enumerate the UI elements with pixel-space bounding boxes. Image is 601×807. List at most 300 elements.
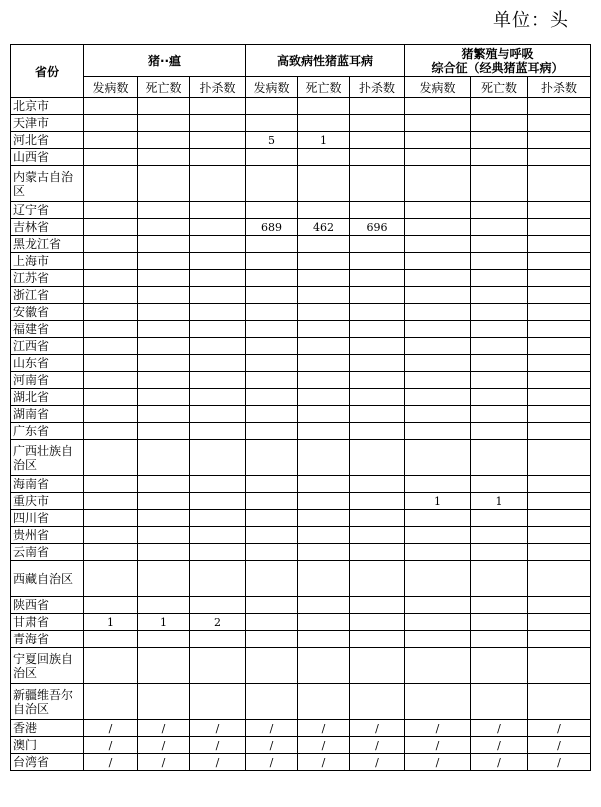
value-cell: [528, 561, 591, 597]
table-row: [11, 720, 591, 737]
value-cell: /: [298, 737, 350, 754]
value-cell: [405, 321, 471, 338]
value-cell: [84, 406, 138, 423]
province-cell: 湖南省: [11, 406, 84, 423]
value-cell: [405, 149, 471, 166]
province-cell: 黑龙江省: [11, 236, 84, 253]
value-cell: [471, 597, 528, 614]
value-cell: /: [138, 720, 190, 737]
value-cell: [246, 597, 298, 614]
value-cell: [471, 321, 528, 338]
value-cell: [471, 287, 528, 304]
value-cell: [190, 544, 246, 561]
value-cell: [405, 544, 471, 561]
value-cell: [298, 561, 350, 597]
value-cell: [84, 166, 138, 202]
value-cell: [246, 561, 298, 597]
table-row: [11, 648, 591, 684]
value-cell: [350, 372, 405, 389]
value-cell: [405, 614, 471, 631]
value-cell: [298, 372, 350, 389]
value-cell: 1: [138, 614, 190, 631]
value-cell: [190, 287, 246, 304]
value-cell: [246, 614, 298, 631]
table-row: [11, 754, 591, 771]
value-cell: [298, 597, 350, 614]
value-cell: [84, 338, 138, 355]
table-row: [11, 98, 591, 115]
value-cell: [84, 389, 138, 406]
value-cell: [246, 648, 298, 684]
value-cell: [298, 202, 350, 219]
value-cell: /: [138, 754, 190, 771]
province-cell: 青海省: [11, 631, 84, 648]
value-cell: [298, 544, 350, 561]
table-row: [11, 202, 591, 219]
value-cell: [528, 270, 591, 287]
table-row: [11, 115, 591, 132]
value-cell: [298, 510, 350, 527]
value-cell: [405, 304, 471, 321]
value-cell: [528, 631, 591, 648]
value-cell: /: [246, 737, 298, 754]
value-cell: 1: [405, 493, 471, 510]
value-cell: 5: [246, 132, 298, 149]
value-cell: /: [246, 720, 298, 737]
value-cell: [84, 132, 138, 149]
value-cell: [298, 631, 350, 648]
value-cell: [350, 597, 405, 614]
subcolumn-header: 扑杀数: [528, 77, 591, 98]
value-cell: [298, 166, 350, 202]
province-cell: 云南省: [11, 544, 84, 561]
value-cell: [528, 149, 591, 166]
value-cell: [405, 372, 471, 389]
value-cell: [246, 338, 298, 355]
table-body: [11, 98, 591, 771]
value-cell: [138, 684, 190, 720]
value-cell: [350, 132, 405, 149]
province-cell: 西藏自治区: [11, 561, 84, 597]
value-cell: [350, 527, 405, 544]
value-cell: [405, 115, 471, 132]
value-cell: [528, 355, 591, 372]
value-cell: [84, 648, 138, 684]
value-cell: [246, 527, 298, 544]
value-cell: [350, 440, 405, 476]
value-cell: [138, 476, 190, 493]
value-cell: [138, 493, 190, 510]
value-cell: [84, 219, 138, 236]
table-row: [11, 149, 591, 166]
value-cell: [138, 561, 190, 597]
value-cell: [246, 631, 298, 648]
value-cell: [190, 476, 246, 493]
subcolumn-header: 死亡数: [471, 77, 528, 98]
value-cell: [138, 149, 190, 166]
province-column-header: 省份: [11, 45, 84, 98]
value-cell: [298, 236, 350, 253]
value-cell: [298, 149, 350, 166]
value-cell: [138, 648, 190, 684]
value-cell: [471, 614, 528, 631]
province-cell: 山西省: [11, 149, 84, 166]
value-cell: [405, 202, 471, 219]
value-cell: /: [84, 754, 138, 771]
value-cell: [405, 631, 471, 648]
value-cell: [246, 493, 298, 510]
value-cell: [350, 253, 405, 270]
value-cell: [471, 406, 528, 423]
value-cell: 696: [350, 219, 405, 236]
value-cell: [350, 166, 405, 202]
value-cell: [471, 440, 528, 476]
value-cell: [405, 597, 471, 614]
value-cell: [138, 338, 190, 355]
value-cell: [471, 372, 528, 389]
table-row: [11, 614, 591, 631]
value-cell: 689: [246, 219, 298, 236]
value-cell: [405, 253, 471, 270]
value-cell: [350, 544, 405, 561]
value-cell: [350, 149, 405, 166]
value-cell: [138, 236, 190, 253]
table-row: [11, 372, 591, 389]
province-cell: 江西省: [11, 338, 84, 355]
value-cell: [528, 202, 591, 219]
province-cell: 安徽省: [11, 304, 84, 321]
value-cell: [246, 287, 298, 304]
value-cell: [190, 493, 246, 510]
value-cell: [138, 202, 190, 219]
value-cell: [190, 219, 246, 236]
value-cell: [405, 355, 471, 372]
table-row: [11, 597, 591, 614]
value-cell: [471, 476, 528, 493]
province-cell: 内蒙古自治区: [11, 166, 84, 202]
value-cell: [298, 476, 350, 493]
table-row: [11, 684, 591, 720]
value-cell: [190, 406, 246, 423]
table-row: [11, 253, 591, 270]
value-cell: /: [528, 737, 591, 754]
value-cell: [190, 202, 246, 219]
table-row: [11, 355, 591, 372]
table-row: [11, 287, 591, 304]
value-cell: [190, 440, 246, 476]
value-cell: [84, 149, 138, 166]
value-cell: [528, 597, 591, 614]
value-cell: [471, 338, 528, 355]
value-cell: [528, 304, 591, 321]
subcolumn-header: 扑杀数: [190, 77, 246, 98]
value-cell: [350, 98, 405, 115]
value-cell: [405, 270, 471, 287]
value-cell: [528, 648, 591, 684]
value-cell: [190, 355, 246, 372]
value-cell: [350, 510, 405, 527]
value-cell: [138, 406, 190, 423]
value-cell: [471, 510, 528, 527]
value-cell: [246, 684, 298, 720]
value-cell: 1: [298, 132, 350, 149]
value-cell: [84, 372, 138, 389]
value-cell: [84, 236, 138, 253]
value-cell: [84, 287, 138, 304]
value-cell: [298, 389, 350, 406]
value-cell: [246, 423, 298, 440]
province-cell: 北京市: [11, 98, 84, 115]
value-cell: [190, 149, 246, 166]
value-cell: [246, 440, 298, 476]
value-cell: [84, 510, 138, 527]
value-cell: [298, 270, 350, 287]
table-row: [11, 389, 591, 406]
value-cell: [190, 510, 246, 527]
value-cell: [138, 597, 190, 614]
value-cell: [190, 423, 246, 440]
value-cell: [298, 321, 350, 338]
value-cell: [298, 423, 350, 440]
value-cell: [471, 115, 528, 132]
value-cell: [138, 440, 190, 476]
province-cell: 河南省: [11, 372, 84, 389]
value-cell: [298, 98, 350, 115]
province-cell: 山东省: [11, 355, 84, 372]
value-cell: [528, 166, 591, 202]
value-cell: [138, 166, 190, 202]
group-header-prrs: [405, 45, 591, 77]
value-cell: /: [471, 737, 528, 754]
value-cell: [84, 321, 138, 338]
subcolumn-header: 死亡数: [298, 77, 350, 98]
value-cell: [350, 493, 405, 510]
value-cell: [471, 149, 528, 166]
table-row: [11, 493, 591, 510]
value-cell: [246, 149, 298, 166]
value-cell: [350, 202, 405, 219]
value-cell: [138, 115, 190, 132]
value-cell: [471, 202, 528, 219]
value-cell: [528, 510, 591, 527]
subcolumn-header: 死亡数: [138, 77, 190, 98]
value-cell: [528, 614, 591, 631]
value-cell: [528, 321, 591, 338]
value-cell: /: [405, 754, 471, 771]
value-cell: [471, 253, 528, 270]
province-cell: 香港: [11, 720, 84, 737]
value-cell: /: [138, 737, 190, 754]
value-cell: [84, 493, 138, 510]
value-cell: [471, 527, 528, 544]
value-cell: [405, 406, 471, 423]
value-cell: [246, 202, 298, 219]
province-cell: 海南省: [11, 476, 84, 493]
value-cell: [190, 631, 246, 648]
value-cell: [190, 166, 246, 202]
value-cell: [138, 132, 190, 149]
table-row: [11, 527, 591, 544]
table-row: [11, 440, 591, 476]
value-cell: [298, 253, 350, 270]
value-cell: [84, 355, 138, 372]
header-group-row: [11, 45, 591, 77]
value-cell: [350, 389, 405, 406]
value-cell: [298, 287, 350, 304]
value-cell: 2: [190, 614, 246, 631]
value-cell: [190, 304, 246, 321]
value-cell: [471, 544, 528, 561]
value-cell: /: [84, 720, 138, 737]
value-cell: [528, 287, 591, 304]
province-cell: 贵州省: [11, 527, 84, 544]
group-header-prrs-text: 猪繁殖与呼吸 综合征（经典猪蓝耳病）: [431, 46, 564, 75]
value-cell: [246, 321, 298, 338]
value-cell: [298, 440, 350, 476]
value-cell: [246, 476, 298, 493]
subcolumn-header: 发病数: [246, 77, 298, 98]
province-cell: 辽宁省: [11, 202, 84, 219]
value-cell: [405, 684, 471, 720]
province-cell: 福建省: [11, 321, 84, 338]
value-cell: [246, 510, 298, 527]
value-cell: [471, 631, 528, 648]
province-cell: 宁夏回族自治区: [11, 648, 84, 684]
value-cell: [528, 476, 591, 493]
value-cell: [471, 648, 528, 684]
value-cell: /: [471, 720, 528, 737]
value-cell: [471, 132, 528, 149]
table-row: [11, 510, 591, 527]
value-cell: [190, 389, 246, 406]
value-cell: [190, 597, 246, 614]
value-cell: [246, 389, 298, 406]
group-header-swine-fever: 猪··瘟: [84, 45, 246, 77]
value-cell: [350, 338, 405, 355]
value-cell: /: [405, 737, 471, 754]
value-cell: [190, 561, 246, 597]
value-cell: [138, 321, 190, 338]
value-cell: [528, 527, 591, 544]
value-cell: [528, 236, 591, 253]
value-cell: [84, 561, 138, 597]
value-cell: [528, 423, 591, 440]
value-cell: [350, 684, 405, 720]
value-cell: [471, 98, 528, 115]
value-cell: [190, 527, 246, 544]
value-cell: [84, 423, 138, 440]
value-cell: 1: [84, 614, 138, 631]
value-cell: [138, 510, 190, 527]
value-cell: [246, 355, 298, 372]
value-cell: [84, 631, 138, 648]
value-cell: [190, 648, 246, 684]
value-cell: [298, 406, 350, 423]
value-cell: [471, 219, 528, 236]
epidemic-table: [10, 44, 591, 771]
value-cell: [138, 372, 190, 389]
value-cell: [246, 544, 298, 561]
value-cell: [246, 406, 298, 423]
value-cell: [138, 287, 190, 304]
value-cell: [298, 304, 350, 321]
value-cell: [528, 389, 591, 406]
value-cell: [138, 219, 190, 236]
value-cell: [190, 98, 246, 115]
value-cell: [138, 355, 190, 372]
value-cell: [350, 355, 405, 372]
value-cell: [350, 287, 405, 304]
subcolumn-header: 扑杀数: [350, 77, 405, 98]
table-row: [11, 631, 591, 648]
value-cell: [405, 166, 471, 202]
value-cell: [246, 304, 298, 321]
value-cell: [138, 253, 190, 270]
value-cell: /: [528, 754, 591, 771]
table-row: [11, 236, 591, 253]
value-cell: [138, 544, 190, 561]
value-cell: [405, 561, 471, 597]
province-cell: 湖北省: [11, 389, 84, 406]
unit-label: 单位：头: [493, 10, 569, 31]
value-cell: [405, 132, 471, 149]
value-cell: [528, 219, 591, 236]
value-cell: [471, 304, 528, 321]
value-cell: [84, 544, 138, 561]
value-cell: /: [471, 754, 528, 771]
value-cell: /: [190, 754, 246, 771]
header-subcolumn-row: [11, 77, 591, 98]
value-cell: [350, 614, 405, 631]
value-cell: [138, 270, 190, 287]
value-cell: [471, 166, 528, 202]
province-cell: 甘肃省: [11, 614, 84, 631]
table-row: [11, 304, 591, 321]
value-cell: [350, 304, 405, 321]
value-cell: [298, 684, 350, 720]
value-cell: /: [528, 720, 591, 737]
value-cell: /: [350, 754, 405, 771]
value-cell: [405, 338, 471, 355]
table-row: [11, 423, 591, 440]
table-row: [11, 476, 591, 493]
value-cell: [528, 98, 591, 115]
province-cell: 吉林省: [11, 219, 84, 236]
value-cell: [138, 389, 190, 406]
value-cell: [528, 115, 591, 132]
value-cell: [350, 236, 405, 253]
province-cell: 澳门: [11, 737, 84, 754]
table-row: [11, 219, 591, 236]
value-cell: [528, 440, 591, 476]
province-cell: 天津市: [11, 115, 84, 132]
value-cell: [84, 98, 138, 115]
value-cell: [190, 372, 246, 389]
value-cell: [405, 389, 471, 406]
province-cell: 广东省: [11, 423, 84, 440]
value-cell: /: [298, 720, 350, 737]
value-cell: [405, 423, 471, 440]
value-cell: [246, 98, 298, 115]
value-cell: /: [405, 720, 471, 737]
value-cell: /: [246, 754, 298, 771]
value-cell: /: [190, 737, 246, 754]
value-cell: [84, 304, 138, 321]
value-cell: [405, 219, 471, 236]
value-cell: [528, 132, 591, 149]
value-cell: [528, 372, 591, 389]
value-cell: [190, 684, 246, 720]
